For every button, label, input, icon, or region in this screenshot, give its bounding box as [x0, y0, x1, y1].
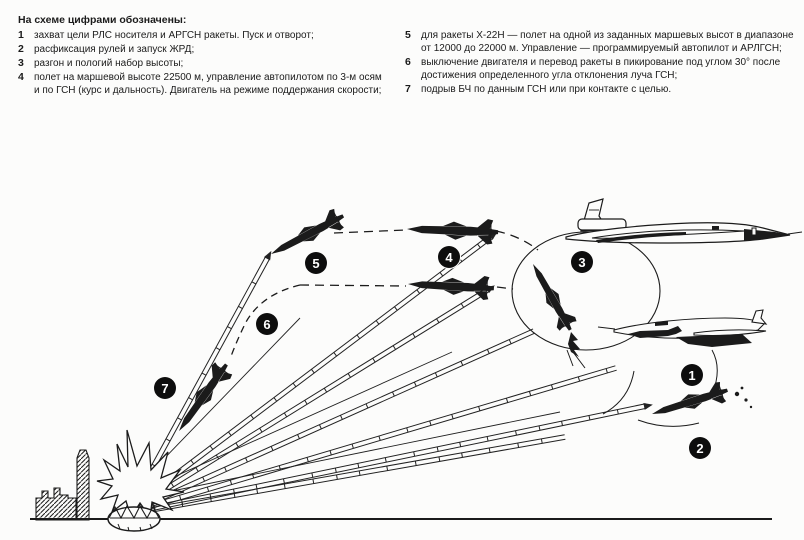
legend-item-3 — [18, 57, 390, 70]
aircraft1-probe — [788, 232, 802, 234]
stage-badge-2: 2 — [689, 437, 711, 459]
legend-header: На схеме цифрами обозначены: — [18, 14, 187, 26]
stage-badge-5: 5 — [305, 252, 327, 274]
legend-item-2-text: расфиксация рулей и запуск ЖРД; — [34, 44, 195, 55]
legend-item-6 — [405, 56, 797, 82]
legend-item-4 — [18, 71, 390, 97]
legend-right-column — [405, 13, 797, 97]
cruise-line-upper — [334, 230, 405, 233]
legend-item-4-number: 4 — [18, 71, 24, 83]
missile-just-launched — [649, 380, 731, 425]
legend-item-6-number: 6 — [405, 56, 411, 68]
trajectory-fan — [127, 232, 653, 514]
legend-item-1-number: 1 — [18, 29, 24, 41]
stage-badge-4: 4 — [438, 246, 460, 268]
target-bridge — [108, 506, 160, 531]
stage-badge-6: 6 — [256, 313, 278, 335]
legend-item-7-text: подрыв БЧ по данным ГСН или при контакте с целью. — [421, 84, 672, 95]
factory-building — [36, 488, 76, 520]
missile-cruise-upper — [407, 216, 499, 245]
beam-line-3 — [128, 412, 560, 500]
aircraft2-fin — [752, 310, 766, 324]
missile-climbing — [524, 259, 580, 335]
legend-left-column — [18, 13, 390, 98]
separation-dots — [735, 387, 752, 409]
stage-badge-1: 1 — [681, 364, 703, 386]
trajectory-ray-7 — [139, 435, 566, 515]
carrier-aircraft-launching — [598, 310, 766, 347]
legend-item-5-text: для ракеты Х-22Н — полет на одной из заданных маршевых высот в диапазоне от 12000 до 22000 м. Управление — программируемый автопилот и АРЛГСН; — [421, 30, 794, 54]
legend-item-5 — [405, 29, 797, 55]
legend-item-2 — [18, 43, 390, 56]
missile-terminal-dive — [170, 358, 236, 438]
trajectory-ray-1 — [131, 251, 271, 505]
legend-item-6-text: выключение двигателя и перевод ракеты в пикирование под углом 30° после достижения определенного угла отклонения луча ГСН; — [421, 57, 781, 81]
legend-item-1-text: захват цели РЛС носителя и АРГСН ракеты. Пуск и отворот; — [34, 30, 314, 41]
launch-arc-3 — [638, 420, 699, 426]
factory — [36, 450, 89, 520]
aircraft2-probe — [598, 327, 615, 329]
stage-badge-3: 3 — [571, 251, 593, 273]
carrier-aircraft-after-turn — [566, 199, 802, 243]
legend-item-3-text: разгон и пологий набор высоты; — [34, 58, 184, 69]
legend-item-7 — [405, 83, 797, 96]
aircraft1-cockpit — [712, 226, 719, 230]
aircraft1-intake — [752, 228, 756, 235]
factory-chimney — [77, 450, 89, 520]
missile-cruise-lower — [407, 272, 494, 300]
cruise-line-lower-right — [497, 287, 513, 289]
cruise-line-upper-right — [496, 231, 538, 250]
legend-item-4-text: полет на маршевой высоте 22500 м, управление автопилотом по 3-м осям и по ГСН (курс и дальность). Двигатель на режиме поддержания скорости; — [34, 72, 382, 96]
stage-badge-7: 7 — [154, 377, 176, 399]
legend-item-1 — [18, 29, 390, 42]
legend-item-5-number: 5 — [405, 29, 411, 41]
legend-item-2-number: 2 — [18, 43, 24, 55]
legend-item-3-number: 3 — [18, 57, 24, 69]
trajectory-ray-4 — [136, 329, 535, 511]
legend-item-7-number: 7 — [405, 83, 411, 95]
cruise-line-lower — [300, 285, 406, 286]
